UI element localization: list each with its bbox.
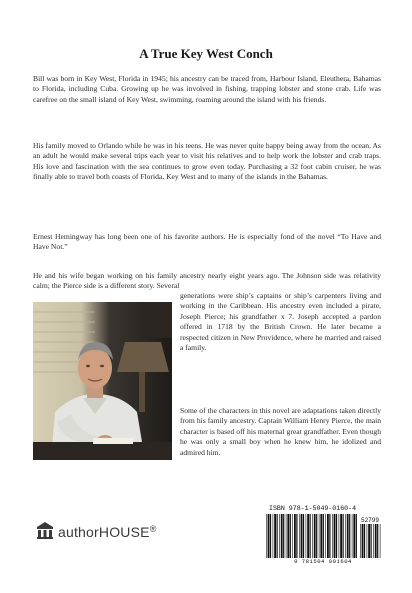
cover-title: A True Key West Conch	[139, 46, 273, 61]
bio-paragraph-4: He and his wife began working on his family ancestry nearly eight years ago. The Johnson side was relativity calm; the Pierce side is a different story. Several	[33, 271, 381, 291]
barcode-bars	[265, 514, 357, 558]
price-code: 52799	[360, 517, 379, 524]
isbn-barcode	[265, 505, 381, 565]
bio-paragraph-2: His family moved to Orlando while he was in his teens. He was never quite happy being away from the ocean. As an adult he would make several trips each year to visit his relatives and to help work the lobster and crab traps. His love and fascination with the sea continues to grow even today. Purchasing a 32 foot cabin cruiser, he was finally able to travel both coasts of Florida, Key West and to many of the islands in the Bahamas.	[33, 141, 381, 182]
publisher-name: authorHOUSE®	[58, 524, 157, 540]
bio-paragraph-6: Some of the characters in this novel are adaptations taken directly from his family ancestry. Captain William Henry Pierce, the main character is based off his maternal great grandfather. Even though he was only a small boy when he knew him, he idolized and admired him.	[180, 406, 381, 457]
publisher-logo	[36, 522, 157, 542]
ean-digits: 9 781504 901604	[294, 558, 352, 565]
isbn-label: ISBN 978-1-5049-0160-4	[269, 505, 357, 512]
bio-paragraph-5: generations were ship’s captains or ship’s carpenters living and working in the Caribbean. His ancestry even included a pirate, Joseph Pierce; his grandfather x 7. Joseph accepted a pardon offered in 1718 by the British Crown. He later became a respected citizen in New Providence, where he married and raised a family.	[180, 291, 381, 353]
bio-paragraph-3: Ernest Hemingway has long been one of his favorite authors. He is especially fond of the novel “To Have and Have Not.”	[33, 232, 381, 252]
building-columns-icon	[36, 521, 54, 544]
author-photo	[33, 302, 172, 460]
bio-paragraph-1: Bill was born in Key West, Florida in 1945; his ancestry can be traced from, Harbour Island, Eleuthera, Bahamas to Florida, including Cuba. Growing up he was involved in fishing, trapping lobster and stone crab. Life was carefree on the small island of Key West, swimming, roaming around the island with his friends.	[33, 74, 381, 104]
addon-barcode-bars	[359, 524, 381, 558]
